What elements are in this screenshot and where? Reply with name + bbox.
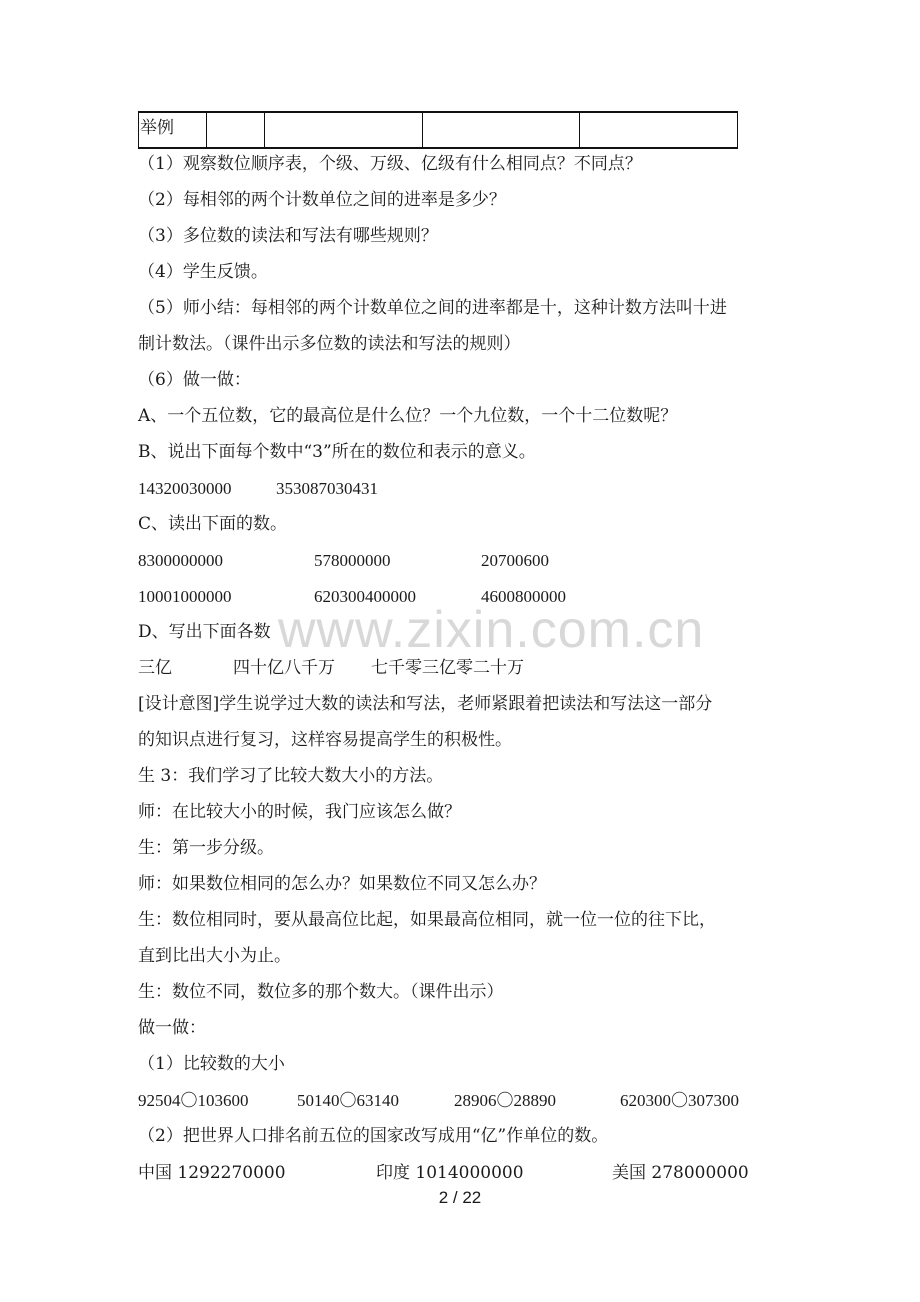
compare-item-4: 620300〇307300 xyxy=(620,1091,739,1110)
number-c-6: 4600800000 xyxy=(481,587,566,606)
table-bottom-border xyxy=(138,147,738,149)
teacher-question-2: 师：如果数位相同的怎么办？如果数位不同又怎么办？ xyxy=(138,874,546,894)
number-c-2: 578000000 xyxy=(314,551,391,570)
population-usa: 美国 278000000 xyxy=(612,1163,749,1183)
question-4: （4）学生反馈。 xyxy=(138,262,268,282)
table-col-line xyxy=(138,111,139,149)
population-india: 印度 1014000000 xyxy=(376,1163,524,1183)
table-col-line xyxy=(264,111,265,149)
table-col-line xyxy=(737,111,738,149)
number-b-2: 353087030431 xyxy=(276,479,378,498)
write-number-3: 七千零三亿零二十万 xyxy=(371,658,524,678)
number-c-4: 10001000000 xyxy=(138,587,232,606)
table-col-line xyxy=(422,111,423,149)
page-number: 2 / 22 xyxy=(438,1188,482,1207)
teacher-summary-line-2: 制计数法。（课件出示多位数的读法和写法的规则） xyxy=(138,334,521,354)
number-c-3: 20700600 xyxy=(481,551,549,570)
table-fragment xyxy=(138,111,738,149)
watermark: www.zixin.com.cn xyxy=(278,601,705,659)
question-3: （3）多位数的读法和写法有哪些规则？ xyxy=(138,226,438,246)
question-1: （1）观察数位顺序表，个级、万级、亿级有什么相同点？不同点？ xyxy=(138,154,642,174)
table-top-border xyxy=(138,111,738,113)
student-answer-1: 生：第一步分级。 xyxy=(138,838,274,858)
design-intent-line-1: [设计意图]学生说学过大数的读法和写法，老师紧跟着把读法和写法这一部分 xyxy=(138,694,713,714)
question-2: （2）每相邻的两个计数单位之间的进率是多少？ xyxy=(138,190,506,210)
write-number-1: 三亿 xyxy=(138,658,172,678)
population-china: 中国 1292270000 xyxy=(138,1163,286,1183)
table-col-line xyxy=(206,111,207,149)
table-cell-label: 举例 xyxy=(140,118,174,138)
exercise-d: D、写出下面各数 xyxy=(138,622,271,642)
student-answer-2-line-2: 直到比出大小为止。 xyxy=(138,946,291,966)
teacher-question-1: 师：在比较大小的时候，我门应该怎么做？ xyxy=(138,802,461,822)
student-answer-3: 生：数位不同，数位多的那个数大。（课件出示） xyxy=(138,982,504,1002)
number-c-1: 8300000000 xyxy=(138,551,223,570)
compare-item-2: 50140〇63140 xyxy=(297,1091,399,1110)
number-b-1: 14320030000 xyxy=(138,479,232,498)
write-number-2: 四十亿八千万 xyxy=(233,658,335,678)
exercise-c: C、读出下面的数。 xyxy=(138,514,288,534)
student-3-statement: 生 3：我们学习了比较大数大小的方法。 xyxy=(138,766,444,786)
teacher-summary-line-1: （5）师小结：每相邻的两个计数单位之间的进率都是十，这种计数方法叫十进 xyxy=(138,298,727,318)
student-answer-2-line-1: 生：数位相同时，要从最高位比起，如果最高位相同，就一位一位的往下比， xyxy=(138,910,716,930)
exercise-a: A、一个五位数，它的最高位是什么位？一个九位数，一个十二位数呢？ xyxy=(138,406,678,426)
design-intent-line-2: 的知识点进行复习，这样容易提高学生的积极性。 xyxy=(138,730,512,750)
number-c-5: 620300400000 xyxy=(314,587,416,606)
compare-item-3: 28906〇28890 xyxy=(454,1091,556,1110)
exercise-heading: （6）做一做： xyxy=(138,370,251,390)
compare-heading: （1）比较数的大小 xyxy=(138,1054,285,1074)
table-col-line xyxy=(579,111,580,149)
exercise-b: B、说出下面每个数中“3”所在的数位和表示的意义。 xyxy=(138,442,536,462)
practice-heading: 做一做： xyxy=(138,1018,206,1038)
compare-item-1: 92504〇103600 xyxy=(138,1091,249,1110)
population-heading: （2）把世界人口排名前五位的国家改写成用“亿”作单位的数。 xyxy=(138,1126,609,1146)
